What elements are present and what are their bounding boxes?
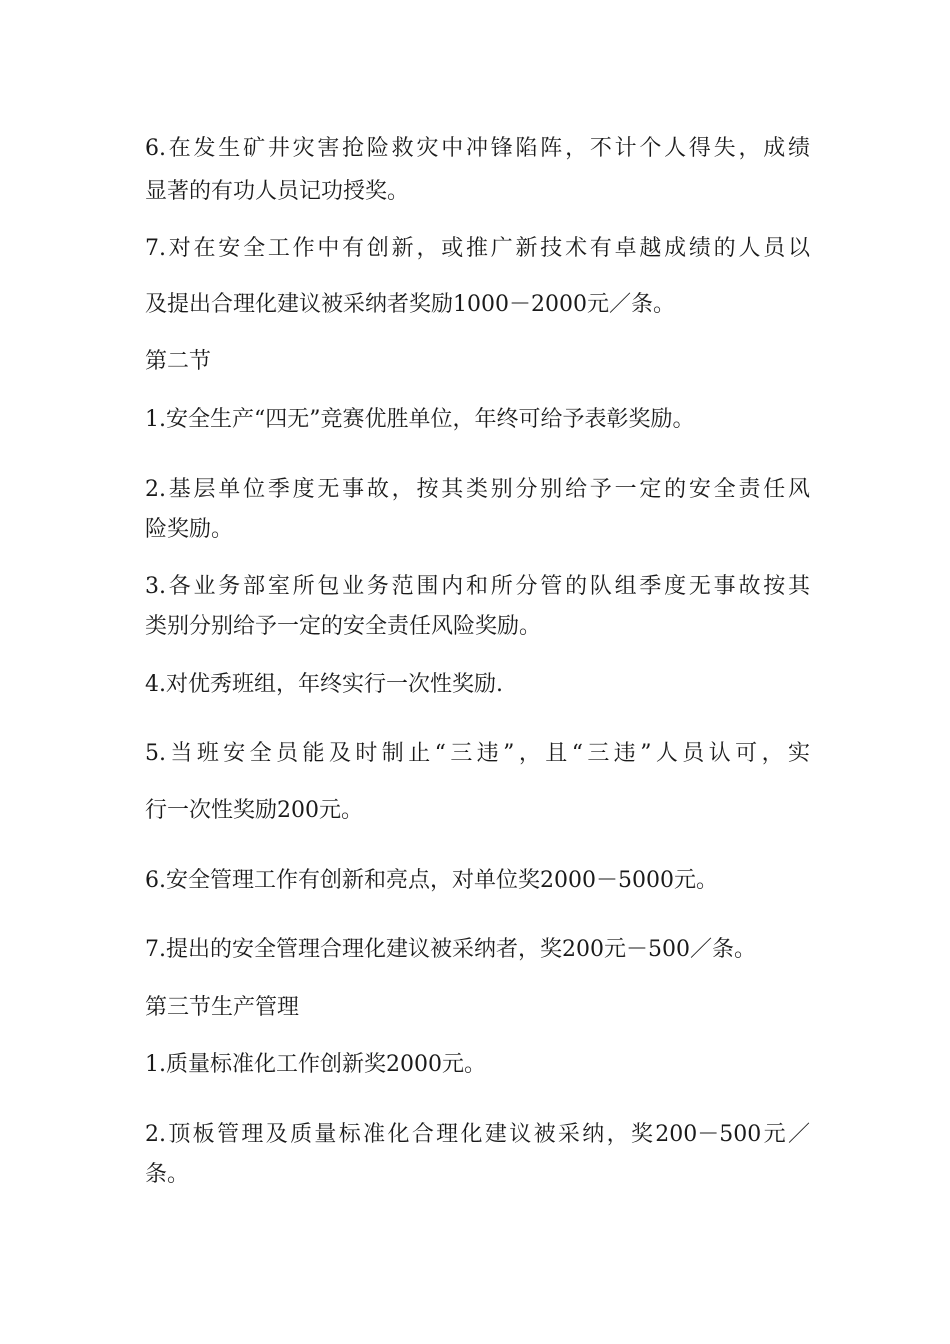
paragraph-7-innovation-line-2: 及提出合理化建议被采纳者奖励1000－2000元／条。	[145, 292, 675, 317]
section2-item-3-line-2: 类别分别给予一定的安全责任风险奖励。	[145, 614, 542, 639]
section2-item-7: 7.提出的安全管理合理化建议被采纳者，奖200元－500／条。	[145, 937, 756, 962]
section3-item-2-line-2: 条。	[145, 1162, 190, 1187]
section2-item-6: 6.安全管理工作有创新和亮点，对单位奖2000－5000元。	[145, 868, 718, 893]
paragraph-6-disaster-rescue-line-1: 6.在发生矿井灾害抢险救灾中冲锋陷阵，不计个人得失，成绩	[145, 136, 810, 161]
section2-item-5-line-1: 5.当班安全员能及时制止“三违”，且“三违”人员认可，实	[145, 741, 810, 766]
section2-item-4: 4.对优秀班组，年终实行一次性奖励.	[145, 672, 503, 697]
section2-item-2-line-2: 险奖励。	[145, 517, 234, 542]
section2-item-5-line-2: 行一次性奖励200元。	[145, 798, 363, 823]
paragraph-7-innovation-line-1: 7.对在安全工作中有创新，或推广新技术有卓越成绩的人员以	[145, 236, 810, 261]
paragraph-6-disaster-rescue-line-2: 显著的有功人员记功授奖。	[145, 179, 410, 204]
section2-item-3-line-1: 3.各业务部室所包业务范围内和所分管的队组季度无事故按其	[145, 574, 810, 599]
section-heading-3: 第三节生产管理	[145, 995, 300, 1020]
section2-item-2-line-1: 2.基层单位季度无事故，按其类别分别给予一定的安全责任风	[145, 477, 810, 502]
section3-item-1: 1.质量标准化工作创新奖2000元。	[145, 1052, 486, 1077]
section2-item-1: 1.安全生产“四无”竞赛优胜单位，年终可给予表彰奖励。	[145, 407, 695, 432]
section3-item-2-line-1: 2.顶板管理及质量标准化合理化建议被采纳，奖200－500元／	[145, 1122, 810, 1147]
section-heading-2: 第二节	[145, 349, 212, 374]
